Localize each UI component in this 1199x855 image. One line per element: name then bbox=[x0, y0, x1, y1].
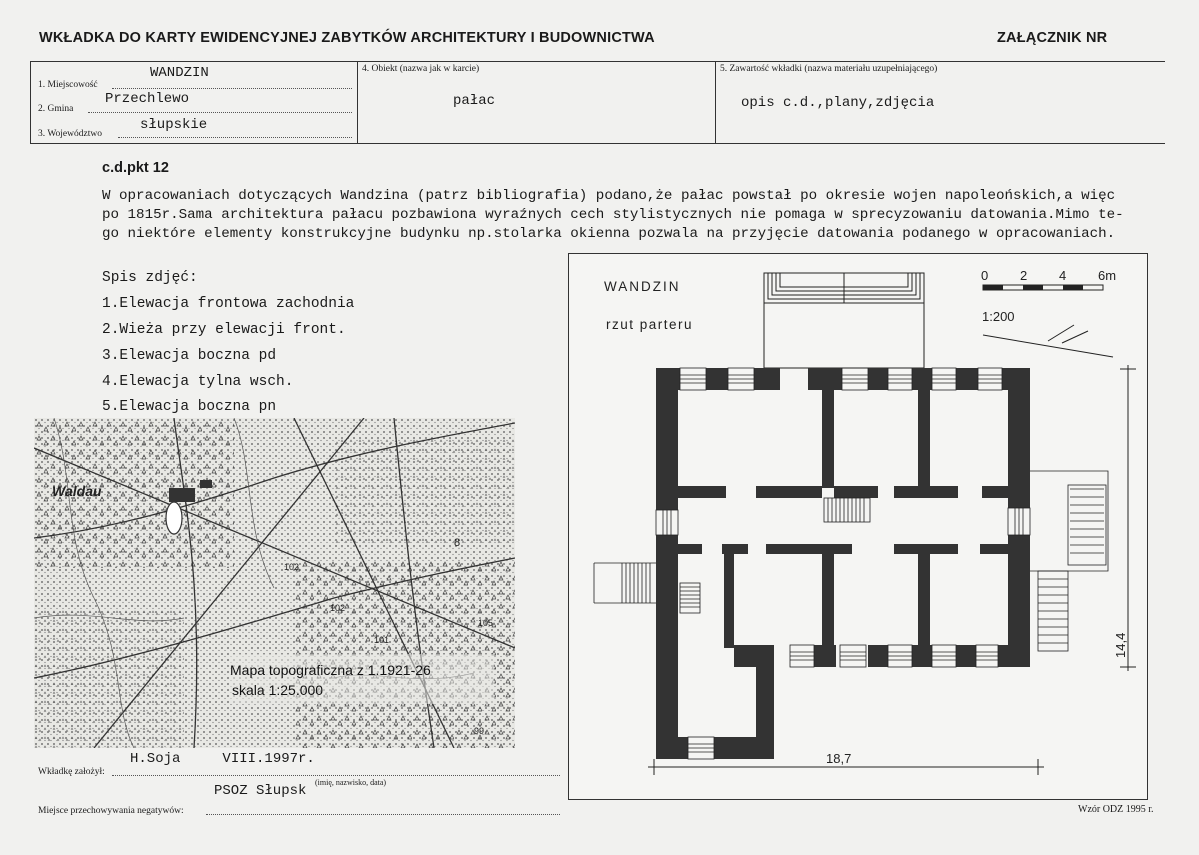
photo-item-5: 5.Elewacja boczna pn bbox=[102, 399, 277, 415]
storage-label: Miejsce przechowywania negatywów: bbox=[38, 806, 184, 816]
map-number: 102 bbox=[330, 603, 346, 613]
scale-tick-label: 0 bbox=[981, 268, 989, 283]
paragraph-line-3: go niektóre elementy konstrukcyjne budynku np.stolarka okienna pozwala na przyjęcie datowania podanego w opracowaniach. bbox=[102, 226, 1116, 242]
photo-list-title: Spis zdjęć: bbox=[102, 270, 198, 286]
divider-2 bbox=[715, 61, 716, 143]
contents-value: opis c.d.,plany,zdjęcia bbox=[741, 95, 935, 111]
map-number: 8 bbox=[454, 537, 461, 549]
voivodeship-label: 3. Województwo bbox=[38, 129, 102, 139]
form-title: WKŁADKA DO KARTY EWIDENCYJNEJ ZABYTKÓW ARCHITEKTURY I BUDOWNICTWA bbox=[39, 30, 655, 46]
map-caption-line-2: skala 1:25.000 bbox=[232, 682, 324, 698]
author-value: H.Soja VIII.1997r. bbox=[130, 751, 315, 767]
scale-tick-label: 4 bbox=[1059, 268, 1067, 283]
photo-item-1: 1.Elewacja frontowa zachodnia bbox=[102, 296, 355, 312]
storage-value: PSOZ Słupsk bbox=[214, 783, 307, 799]
voivodeship-line bbox=[118, 137, 352, 138]
annex-label: ZAŁĄCZNIK NR bbox=[997, 30, 1108, 46]
plan-subtitle: rzut parteru bbox=[606, 317, 694, 332]
contents-label: 5. Zawartość wkładki (nazwa materiału uzupełniającego) bbox=[720, 64, 938, 74]
map-number: 99 bbox=[474, 726, 485, 736]
height-dimension: 14,4 bbox=[1113, 632, 1128, 658]
scale-ratio: 1:200 bbox=[982, 309, 1015, 324]
locality-label: 1. Miejscowość bbox=[38, 80, 98, 90]
top-rule bbox=[30, 61, 1165, 62]
topographic-map bbox=[34, 418, 515, 748]
divider-1 bbox=[357, 61, 358, 143]
author-note: (imię, nazwisko, data) bbox=[315, 778, 387, 787]
photo-item-4: 4.Elewacja tylna wsch. bbox=[102, 374, 294, 390]
author-label: Wkładkę założył: bbox=[38, 767, 105, 777]
floor-plan bbox=[568, 253, 1148, 800]
width-dimension: 18,7 bbox=[826, 751, 852, 766]
object-label: 4. Obiekt (nazwa jak w karcie) bbox=[362, 64, 480, 74]
voivodeship-value: słupskie bbox=[140, 117, 208, 133]
map-place-label: Waldau bbox=[52, 483, 102, 499]
plan-place: WANDZIN bbox=[604, 279, 681, 294]
form-bottom-rule bbox=[30, 143, 1165, 144]
map-caption-line-1: Mapa topograficzna z 1.1921-26 bbox=[230, 662, 431, 678]
scale-tick-label: 2 bbox=[1020, 268, 1028, 283]
photo-item-3: 3.Elewacja boczna pd bbox=[102, 348, 277, 364]
scale-tick-label: 6m bbox=[1098, 268, 1117, 283]
front-porch bbox=[764, 273, 924, 368]
author-line bbox=[112, 775, 560, 776]
paragraph-line-2: po 1815r.Sama architektura pałacu pozbawiona wyraźnych cech stylistycznych nie pomaga w sprecyzowaniu datowania.Mimo te- bbox=[102, 207, 1124, 223]
form-code: Wzór ODZ 1995 r. bbox=[1078, 804, 1154, 815]
paragraph-line-1: W opracowaniach dotyczących Wandzina (patrz bibliografia) podano,że pałac powstał po okresie wojen napoleońskich,a więc bbox=[102, 188, 1116, 204]
storage-line bbox=[206, 814, 560, 815]
locality-value: WANDZIN bbox=[150, 65, 209, 81]
map-number: 101 bbox=[374, 635, 390, 645]
locality-line bbox=[112, 88, 352, 89]
section-heading: c.d.pkt 12 bbox=[102, 160, 169, 176]
commune-line bbox=[88, 112, 352, 113]
commune-label: 2. Gmina bbox=[38, 104, 74, 114]
commune-value: Przechlewo bbox=[105, 91, 190, 107]
map-number: 105 bbox=[478, 618, 494, 628]
object-value: pałac bbox=[453, 93, 496, 109]
map-number: 102 bbox=[284, 562, 300, 572]
photo-item-2: 2.Wieża przy elewacji front. bbox=[102, 322, 346, 338]
left-rule bbox=[30, 61, 31, 143]
